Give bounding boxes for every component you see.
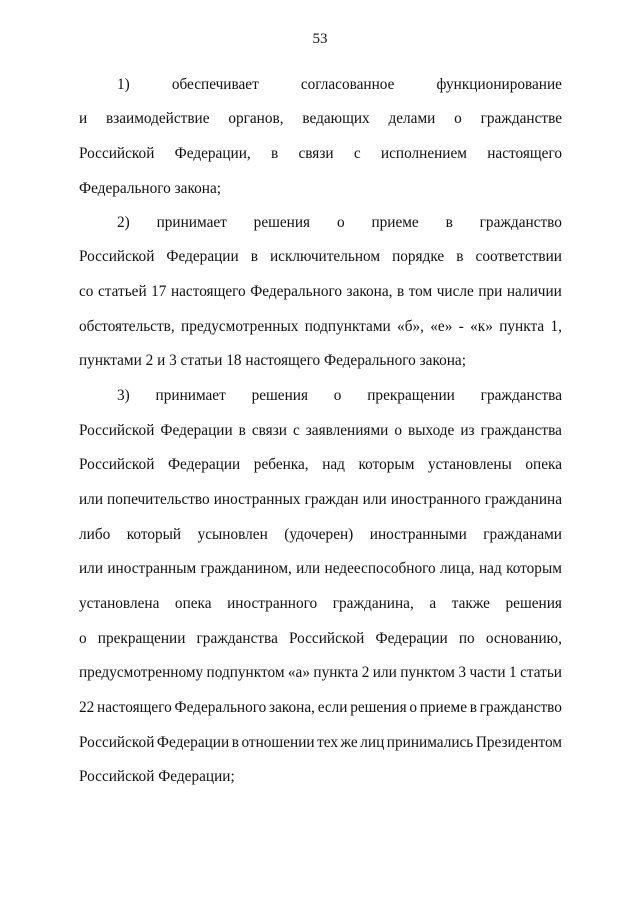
- word: гражданами: [483, 526, 562, 543]
- word: Федерации,: [174, 145, 251, 162]
- word: ведающих: [302, 110, 370, 127]
- text-line: [117, 212, 562, 234]
- text-line: [79, 524, 562, 546]
- word: (удочерен): [284, 526, 354, 543]
- word: же: [340, 734, 358, 751]
- word: попечительство: [107, 491, 210, 508]
- word: 22: [79, 699, 95, 716]
- word: Федерации: [167, 456, 241, 473]
- word: 1: [509, 664, 517, 681]
- word: о: [333, 387, 342, 404]
- word: недееспособного: [324, 560, 436, 577]
- text-line: [79, 316, 562, 338]
- word: прекращении: [367, 387, 455, 404]
- word: которым: [358, 456, 415, 473]
- word: иностранным: [107, 560, 197, 577]
- word: связи: [298, 145, 334, 162]
- word: Федерального: [174, 699, 267, 716]
- word: обеспечивает: [171, 76, 259, 93]
- text-line: Российской Федерации;: [79, 768, 235, 785]
- word: подпунктом: [206, 664, 285, 681]
- word: по: [458, 630, 475, 647]
- word: с: [353, 145, 361, 162]
- word: 1,: [550, 318, 562, 335]
- word: том: [408, 283, 433, 300]
- text-line: [79, 420, 562, 442]
- word: в: [250, 248, 258, 265]
- word: гражданства: [480, 422, 562, 439]
- word: иностранного: [227, 595, 318, 612]
- word: в: [445, 214, 453, 231]
- word: лица,: [440, 560, 475, 577]
- word: принимает: [155, 387, 226, 404]
- word: статьей: [97, 283, 147, 300]
- word: Российской: [79, 248, 155, 265]
- word: пункта: [499, 318, 545, 335]
- word: закона,: [269, 699, 315, 716]
- word: Российской: [79, 734, 155, 751]
- word: которым: [506, 560, 562, 577]
- word: числе: [436, 283, 474, 300]
- word: иностранных: [213, 491, 301, 508]
- word: 17: [151, 283, 167, 300]
- word: взаимодействие: [105, 110, 210, 127]
- word: функционирование: [436, 76, 562, 93]
- word: «а»: [287, 664, 310, 681]
- word: Российской: [79, 456, 155, 473]
- word: иностранного: [390, 491, 481, 508]
- text-line: [79, 281, 562, 303]
- word: в: [396, 283, 405, 300]
- word: приеме: [419, 699, 467, 716]
- word: настоящего: [170, 283, 246, 300]
- text-line: [79, 143, 562, 165]
- word: Федерации: [156, 734, 230, 751]
- word: или: [362, 491, 387, 508]
- word: Федерации: [166, 248, 239, 265]
- text-line: [79, 732, 562, 754]
- word: с: [292, 422, 300, 439]
- word: обстоятельств,: [79, 318, 175, 335]
- word: предусмотренных: [181, 318, 299, 335]
- word: гражданином,: [200, 560, 292, 577]
- word: настоящего: [487, 145, 562, 162]
- word: отношении: [241, 734, 315, 751]
- word: приеме: [371, 214, 419, 231]
- word: Российской: [79, 145, 155, 162]
- word: основанию,: [485, 630, 562, 647]
- word: о: [409, 699, 417, 716]
- text-line: [79, 558, 562, 580]
- word: в: [456, 248, 464, 265]
- word: гражданства: [480, 387, 562, 404]
- word: гражданстве: [480, 110, 562, 127]
- text-line: [79, 593, 562, 615]
- word: гражданство: [479, 699, 562, 716]
- word: над: [478, 560, 502, 577]
- word: статьи: [520, 664, 562, 681]
- word: установлены: [427, 456, 512, 473]
- word: принимались: [386, 734, 474, 751]
- word: опека: [525, 456, 562, 473]
- text-line: [79, 108, 562, 130]
- word: гражданства: [196, 630, 278, 647]
- word: усыновлен: [197, 526, 268, 543]
- word: а: [429, 595, 437, 612]
- text-line: [117, 385, 562, 407]
- word: гражданина,: [332, 595, 414, 612]
- text-line: [79, 628, 562, 650]
- word: прекращении: [97, 630, 186, 647]
- word: решения: [253, 214, 311, 231]
- word: если: [317, 699, 348, 716]
- word: предусмотренному: [79, 664, 204, 681]
- word: опека: [174, 595, 212, 612]
- word: граждан: [304, 491, 359, 508]
- text-line: пунктами 2 и 3 статьи 18 настоящего Федерального закона;: [79, 352, 466, 369]
- word: решения: [505, 595, 562, 612]
- word: выходе: [408, 422, 455, 439]
- word: настоящего: [97, 699, 172, 716]
- word: соответствии: [475, 248, 562, 265]
- word: наличии: [506, 283, 562, 300]
- word: или: [296, 560, 321, 577]
- word: в: [469, 699, 477, 716]
- word: «б»,: [397, 318, 424, 335]
- word: лиц: [360, 734, 385, 751]
- text-line: Федерального закона;: [79, 180, 221, 197]
- word: Российской: [79, 422, 155, 439]
- text-line: [79, 662, 562, 684]
- word: Федерации: [375, 630, 448, 647]
- word: делами: [388, 110, 436, 127]
- word: тех: [317, 734, 339, 751]
- text-line: [79, 697, 562, 719]
- word: и: [79, 110, 88, 127]
- word: в: [231, 734, 239, 751]
- word: из: [460, 422, 475, 439]
- word: 1): [117, 76, 130, 93]
- word: -: [458, 318, 464, 335]
- word: принимает: [156, 214, 227, 231]
- word: подпунктами: [304, 318, 391, 335]
- word: со: [79, 283, 94, 300]
- word: иностранными: [369, 526, 467, 543]
- word: или: [372, 664, 397, 681]
- word: который: [126, 526, 182, 543]
- word: согласованное: [300, 76, 395, 93]
- word: закона,: [346, 283, 393, 300]
- text-line: [79, 489, 562, 511]
- word: решения: [350, 699, 407, 716]
- word: или: [79, 491, 104, 508]
- word: или: [79, 560, 104, 577]
- text-line: [79, 246, 562, 268]
- word: установлена: [79, 595, 160, 612]
- word: пунктом: [400, 664, 455, 681]
- word: 3): [117, 387, 130, 404]
- text-line: [117, 74, 562, 96]
- word: заявлениями: [305, 422, 389, 439]
- word: «к»: [470, 318, 493, 335]
- word: о: [394, 422, 402, 439]
- word: «е»: [430, 318, 453, 335]
- word: Федерации: [160, 422, 233, 439]
- word: исключительном: [269, 248, 381, 265]
- word: пункта: [313, 664, 359, 681]
- word: либо: [79, 526, 111, 543]
- word: ребенка,: [253, 456, 309, 473]
- word: о: [336, 214, 345, 231]
- word: в: [271, 145, 279, 162]
- page-number: 53: [312, 31, 328, 47]
- word: в: [238, 422, 246, 439]
- word: органов,: [228, 110, 284, 127]
- word: Президентом: [475, 734, 562, 751]
- word: при: [478, 283, 503, 300]
- word: Российской: [288, 630, 365, 647]
- word: Федерального: [250, 283, 343, 300]
- word: над: [322, 456, 345, 473]
- word: части: [469, 664, 506, 681]
- word: гражданина: [484, 491, 562, 508]
- word: связи: [251, 422, 287, 439]
- word: порядке: [392, 248, 445, 265]
- word: о: [454, 110, 462, 127]
- text-line: [79, 454, 562, 476]
- word: исполнением: [380, 145, 467, 162]
- word: о: [79, 630, 87, 647]
- word: гражданство: [479, 214, 562, 231]
- word: 3: [458, 664, 467, 681]
- word: 2: [361, 664, 370, 681]
- word: 2): [117, 214, 130, 231]
- word: также: [451, 595, 490, 612]
- word: решения: [251, 387, 308, 404]
